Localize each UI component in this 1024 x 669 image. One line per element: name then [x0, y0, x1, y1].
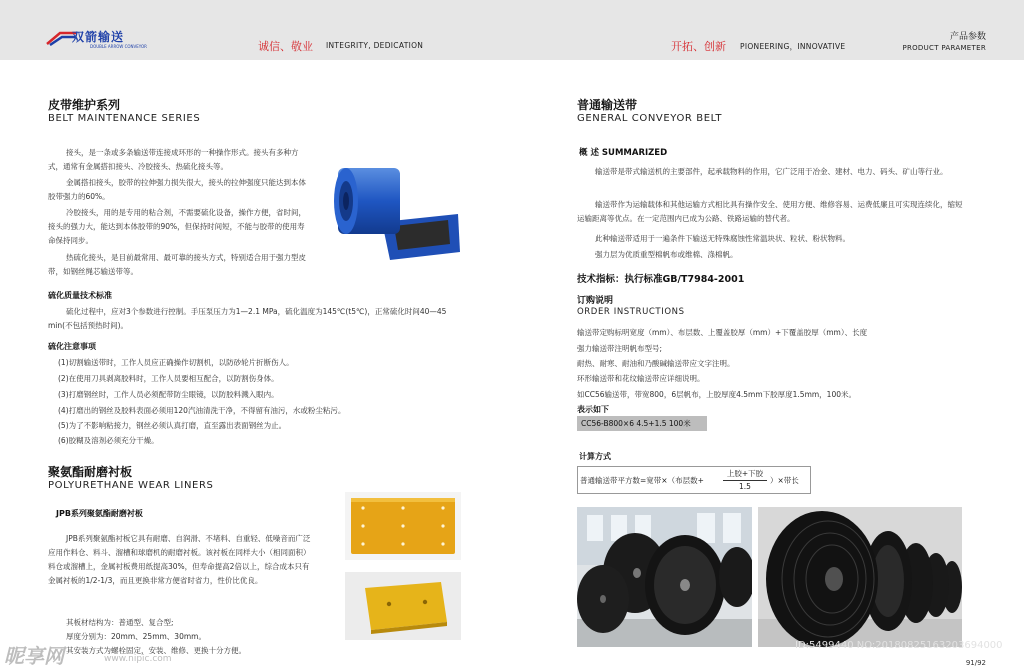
conveyor-belt-rolls-photo-1	[577, 507, 752, 647]
note-item: (6)胶糊及溶剂必须充分干燥。	[58, 436, 159, 445]
watermark-site: 昵享网	[4, 644, 64, 668]
example-code-box: CC56-B800×6 4.5+1.5 100米	[577, 416, 707, 431]
maint-paragraph: 热硫化接头，是目前最常用、最可靠的接头方式，特别适合用于强力型皮带，如钢丝绳芯输送带等。	[48, 253, 306, 276]
summary-paragraph: 输送带作为运输载体和其他运输方式相比具有操作安全、使用方便、维修容易、运费低廉且可实现连续化，缩短运输距离等优点。在一定范围内已成为公路、铁路运输的替代者。	[577, 200, 963, 223]
formula-denominator: 1.5	[739, 482, 751, 491]
order-line: 输送带定购标明宽度（mm）、布层数、上覆盖胶厚（mm）+下覆盖胶厚（mm）、长度	[577, 328, 868, 337]
product-parameter-cn: 产品参数	[949, 32, 986, 42]
jpb-series-heading: JPB系列聚氨酯耐磨衬板	[56, 509, 143, 518]
formula-left: 普通输送带平方数=宽带×（布层数+	[580, 476, 704, 485]
watermark-url: www.nipic.com	[104, 654, 172, 664]
page-header	[0, 0, 1024, 60]
order-line: 环形输送带和花纹输送带应详细说明。	[577, 374, 705, 383]
maint-paragraph: 接头，是一条或多条输送带连接成环形的一种操作形式。接头有多种方式，通常有金属搭扣接头、冷胶接头、热硫化接头等。	[48, 148, 299, 171]
brand-logo	[46, 28, 156, 50]
summary-paragraph: 输送带是带式输送机的主要部件，起承载物料的作用，它广泛用于冶金、建材、电力、码头、矿山等行业。	[595, 167, 948, 176]
pu-paragraph: 其板材结构为：普通型、复合型;	[66, 618, 174, 627]
quality-standard-text: 硫化过程中，应对3个参数进行控制。手压泵压力为1—2.1 MPa，硫化温度为145℃(t5℃)，正常硫化时间40—45 min(不包括预热时间)。	[48, 307, 447, 330]
belt-repair-roll-photo	[320, 156, 462, 263]
maint-paragraph: 冷胶接头，用的是专用的粘合剂，不需要硫化设备，操作方便，省时间，接头的强力大，能达到本体胶带的90%，但保持时间短，不能与胶带的使用寿命保持同步。	[48, 208, 306, 245]
belt-maintenance-title-en: BELT MAINTENANCE SERIES	[48, 113, 201, 124]
pu-liner-sheet-photo	[345, 492, 461, 560]
order-instructions-cn: 订购说明	[577, 296, 614, 306]
conveyor-belt-rolls-photo-2	[758, 507, 962, 647]
pu-liner-block-photo	[345, 572, 461, 640]
formula-numerator: 上胶+下胶	[726, 469, 764, 478]
pu-paragraph: 其安装方式为螺栓固定，安装、维修、更换十分方便。	[66, 646, 246, 655]
slogan-pioneering-en: PIONEERING，INNOVATIVE	[740, 42, 846, 51]
slogan-pioneering-cn: 开拓、创新	[671, 40, 726, 53]
maint-paragraph: 金属搭扣接头，胶带的拉伸强力损失很大，接头的拉伸强度只能达到本体胶带强力的60%。	[48, 178, 306, 201]
slogan-integrity-cn: 诚信、敬业	[258, 40, 313, 53]
fraction-bar	[723, 480, 767, 481]
note-item: (1)切割输送带时，工作人员应正确操作切割机，以防砂轮片折断伤人。	[58, 358, 294, 367]
example-label: 表示如下	[577, 405, 609, 414]
formula-right: ）×带长	[770, 476, 799, 485]
belt-maintenance-title-cn: 皮带维护系列	[48, 98, 121, 112]
note-item: (2)在使用刀具剥离胶料时，工作人员要相互配合，以防割伤身体。	[58, 374, 279, 383]
polyurethane-title-en: POLYURETHANE WEAR LINERS	[48, 480, 214, 491]
order-line: 耐热、耐寒、耐油和乃酸碱输送带应文字注明。	[577, 359, 735, 368]
technical-standard: 技术指标：执行标准GB/T7984-2001	[577, 274, 745, 285]
pu-paragraph: JPB系列聚氨酯衬板它具有耐磨、自润滑、不堵料、自重轻、低噪音而广泛应用作料仓、料斗、溜槽和球磨机的耐磨衬板。该衬板在同样大小（相同面积）料仓或溜槽上，金属衬板费用纸提高30%，但寿命提高2倍以上，综合成本只有金属衬板的1/2-1/3，而且更换非常方便省时省力，性价比优良。	[48, 534, 311, 585]
brand-name: 双箭输送	[72, 30, 125, 44]
product-parameter-en: PRODUCT PARAMETER	[902, 44, 986, 52]
order-line: 如CC56输送带，带宽800，6层帆布，上胶厚度4.5mm下胶厚度1.5mm，100米。	[577, 390, 856, 399]
slogan-integrity-en: INTEGRITY, DEDICATION	[326, 41, 424, 50]
polyurethane-title-cn: 聚氨酯耐磨衬板	[48, 465, 133, 479]
order-instructions-en: ORDER INSTRUCTIONS	[577, 307, 685, 317]
summary-heading: 概 述 SUMMARIZED	[579, 148, 668, 158]
note-item: (4)打磨出的钢丝及胶料表面必须用120汽油清洗干净，不得留有油污，水或粉尘粘污。	[58, 406, 346, 415]
pu-paragraph: 厚度分别为：20mm、25mm、30mm。	[66, 632, 206, 641]
conveyor-belt-title-en: GENERAL CONVEYOR BELT	[577, 113, 723, 124]
summary-paragraph: 强力层为优质重型棉帆布或维棉、涤棉帆。	[595, 250, 738, 259]
summary-paragraph: 此种输送带适用于一遍条件下输送无特殊腐蚀性常温块状、粒状、粉状物料。	[595, 234, 850, 243]
notes-heading: 硫化注意事项	[48, 342, 96, 351]
note-item: (5)为了不影响粘接力，钢丝必须认真打磨，直至露出表面钢丝为止。	[58, 421, 287, 430]
order-line: 强力输送带注明帆布型号;	[577, 344, 663, 353]
watermark-id: ID:5499440 NO:20180825163203694000	[795, 640, 1003, 651]
note-item: (3)打磨钢丝时，工作人员必须配带防尘眼镜，以防胶料溅入眼内。	[58, 390, 279, 399]
quality-standard-heading: 硫化质量技术标准	[48, 291, 112, 300]
calc-method-heading: 计算方式	[579, 452, 611, 461]
brand-sub: DOUBLE ARROW CONVEYOR	[90, 44, 147, 49]
conveyor-belt-title-cn: 普通输送带	[577, 98, 638, 112]
page-number: 91/92	[965, 659, 986, 667]
